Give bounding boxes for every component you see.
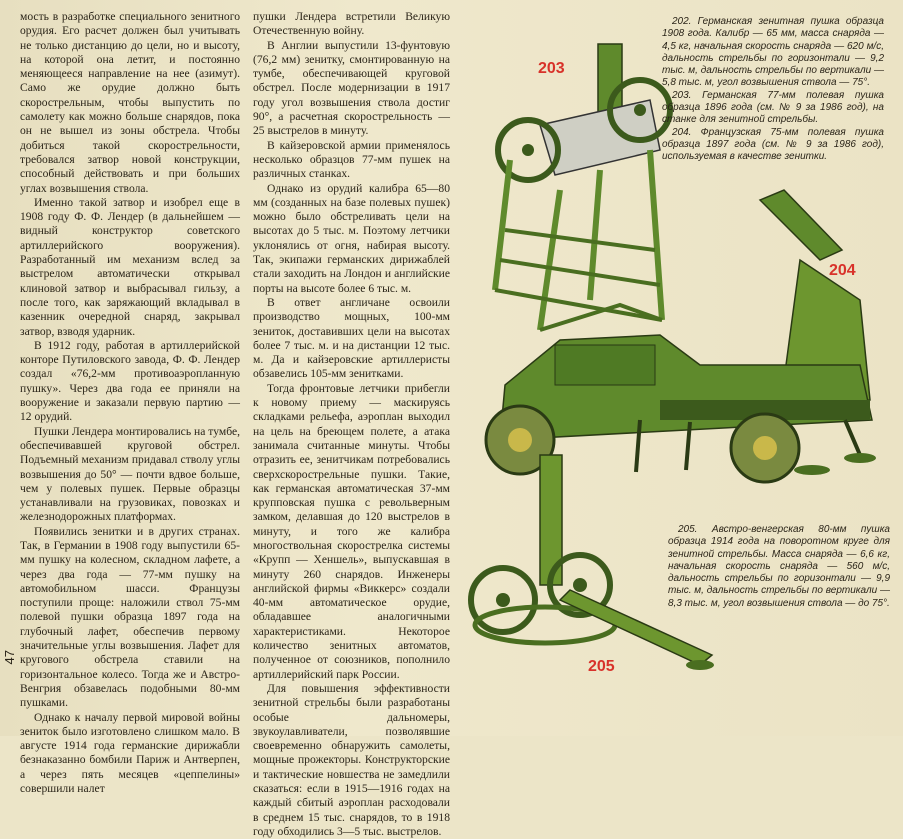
paragraph: Однако к началу первой мировой войны зениток было изготовлено слишком мало. В августе 1914 года германские дирижабли безнаказанно бомбили Париж и Антверпен, а через пять месяцев «цеппелины» совершили налет — [20, 710, 240, 796]
caption-203: 203. Германская 77-мм полевая пушка образца 1896 года (см. № 9 за 1986 год), на станке для зенитной стрельбы. — [662, 89, 884, 126]
paragraph: В Англии выпустили 13-фунтовую (76,2 мм) зенитку, смонтированную на тумбе, обеспечивающей круговой обстрел. После модернизации в 1917 году угол возвышения ствола достиг 90°, а расчетная скорострельность — 25 выстрелов в минуту. — [253, 38, 450, 138]
figure-number-204: 204 — [829, 262, 856, 279]
figure-captions-top — [662, 16, 884, 164]
paragraph: Появились зенитки и в других странах. Так, в Германии в 1908 году выпустили 65-мм пушку на колесном, складном лафете, а через два года — 77-мм пушку на автомобильном шасси. Французы поступили проще: наложили ствол 75-мм полевой пушки образца 1897 года на глубочный лафет, обеспечив первому значительные углы возвышения. Лафет для кругового обстрела ставили на горизонтальное колесо. Тогда же и Австро-Венгрия обзавелась подобными 80-мм пушками. — [20, 524, 240, 710]
figure-caption-205 — [668, 524, 890, 610]
page-number: 47 — [2, 650, 17, 665]
paragraph: мость в разработке специального зенитного орудия. Его расчет должен был учитывать не только дистанцию до цели, но и высоту, на которой она летит, и постоянно меняющееся направление на нее (азимут). Само же орудие должно быть скорострельным, чтобы выпустить по самолету как можно больше снарядов, пока он не вышел из зоны обстрела. Чтобы добиться такой скорострельности, требовался затвор новой конструкции, способный действовать и при больших углах возвышения ствола. — [20, 10, 240, 195]
paragraph: В ответ англичане освоили производство мощных, 100-мм зениток, доставивших цели на высотах более 7 тыс. м. и на дистанции 12 тыс. м. Да и кайзеровские артиллеристы обзавелись 105-мм зенитками. — [253, 295, 450, 381]
paragraph: Пушки Лендера монтировались на тумбе, обеспечивавшей круговой обстрел. Подъемный механизм придавал стволу углы возвышения до 50° — почти вдвое больше, чем у полевых пушек. Первые образцы устанавливали на грузовиках, повозках и железнодорожных платформах. — [20, 424, 240, 524]
paragraph: В кайзеровской армии применялось несколько образцов 77-мм пушек на различных станках. — [253, 138, 450, 181]
paragraph: пушки Лендера встретили Великую Отечественную войну. — [253, 10, 450, 38]
caption-202: 202. Германская зенитная пушка образца 1908 года. Калибр — 65 мм, масса снаряда — 4,5 кг, начальная скорость снаряда — 620 м/с, дальность стрельбы по горизонтали — 9,2 тыс. м, дальность стрельбы по вертикали — 5,8 тыс. м, угол возвышения ствола — 75°. — [662, 16, 884, 89]
caption-204: 204. Французская 75-мм полевая пушка образца 1897 года (см. № 9 за 1986 год), используемая в качестве зенитки. — [662, 126, 884, 163]
caption-205: 205. Австро-венгерская 80-мм пушка образца 1914 года на поворотном круге для зенитной стрельбы. Масса снаряда — 6,6 кг, начальная скорость снаряда — 560 м/с, дальность стрельбы по горизонтали — 9,9 тыс. м, дальность стрельбы по вертикали — 8,3 тыс. м, угол возвышения ствола — до 75°. — [668, 524, 890, 609]
paragraph: Для повышения эффективности зенитной стрельбы были разработаны особые дальномеры, звукоулавливатели, позволявшие своевременно обнаружить самолеты, мощные прожекторы. Конструкторские и тактические новшества не замедлили сказаться: если в 1915—1916 годах на каждый сбитый аэроплан расходовали в среднем 15 тыс. снарядов, то в 1918 году обходились 3—5 тыс. выстрелов. — [253, 681, 450, 838]
paragraph: В 1912 году, работая в артиллерийской конторе Путиловского завода, Ф. Ф. Лендер создал «76,2-мм противоаэропланную пушку». Через два года ее приняли на вооружение и заказали первую партию — 12 орудий. — [20, 338, 240, 424]
paragraph: Именно такой затвор и изобрел еще в 1908 году Ф. Ф. Лендер (в дальнейшем — видный конструктор советского артиллерийского вооружения). Разработанный им механизм вслед за выстрелом автоматически открывал клиновой затвор и выбрасывал гильзу, а после того, как заряжающий вкладывал в казенник очередной снаряд, закрывал затвор, взводя ударник. — [20, 195, 240, 338]
figure-number-205: 205 — [588, 658, 615, 675]
figure-number-203: 203 — [538, 60, 565, 77]
paragraph: Однако из орудий калибра 65—80 мм (созданных на базе полевых пушек) можно было обстреливать цели на высотах до 5 тыс. м. Поэтому летчики уклонялись от огня, набирая высоту. Так, экипажи германских дирижаблей стали заходить на Лондон и английские порты на высоте более 6 тыс. м. — [253, 181, 450, 295]
paragraph: Тогда фронтовые летчики прибегли к новому приему — маскируясь складками рельефа, аэроплан выходил на цель на бреющем полете, а атака занимала считанные минуты. Чтобы отразить ее, зенитчикам потребовались сверхскорострельные пушки. Такие, как германская автоматическая 37-мм крупповская пушка с револьверным замком, делавшая до 120 выстрелов в минуту, и того же калибра многоствольная скорострелка системы «Крупп — Хеншель», выпускавшая в минуту 260 снарядов. Инженеры английской фирмы «Виккерс» создали 40-мм автоматическое орудие, обладавшее аналогичными характеристиками. Некоторое количество зенитных автоматов, полученное от союзников, пополнило артиллерийский парк России. — [253, 381, 450, 681]
illustration-gun-203 — [495, 44, 670, 330]
